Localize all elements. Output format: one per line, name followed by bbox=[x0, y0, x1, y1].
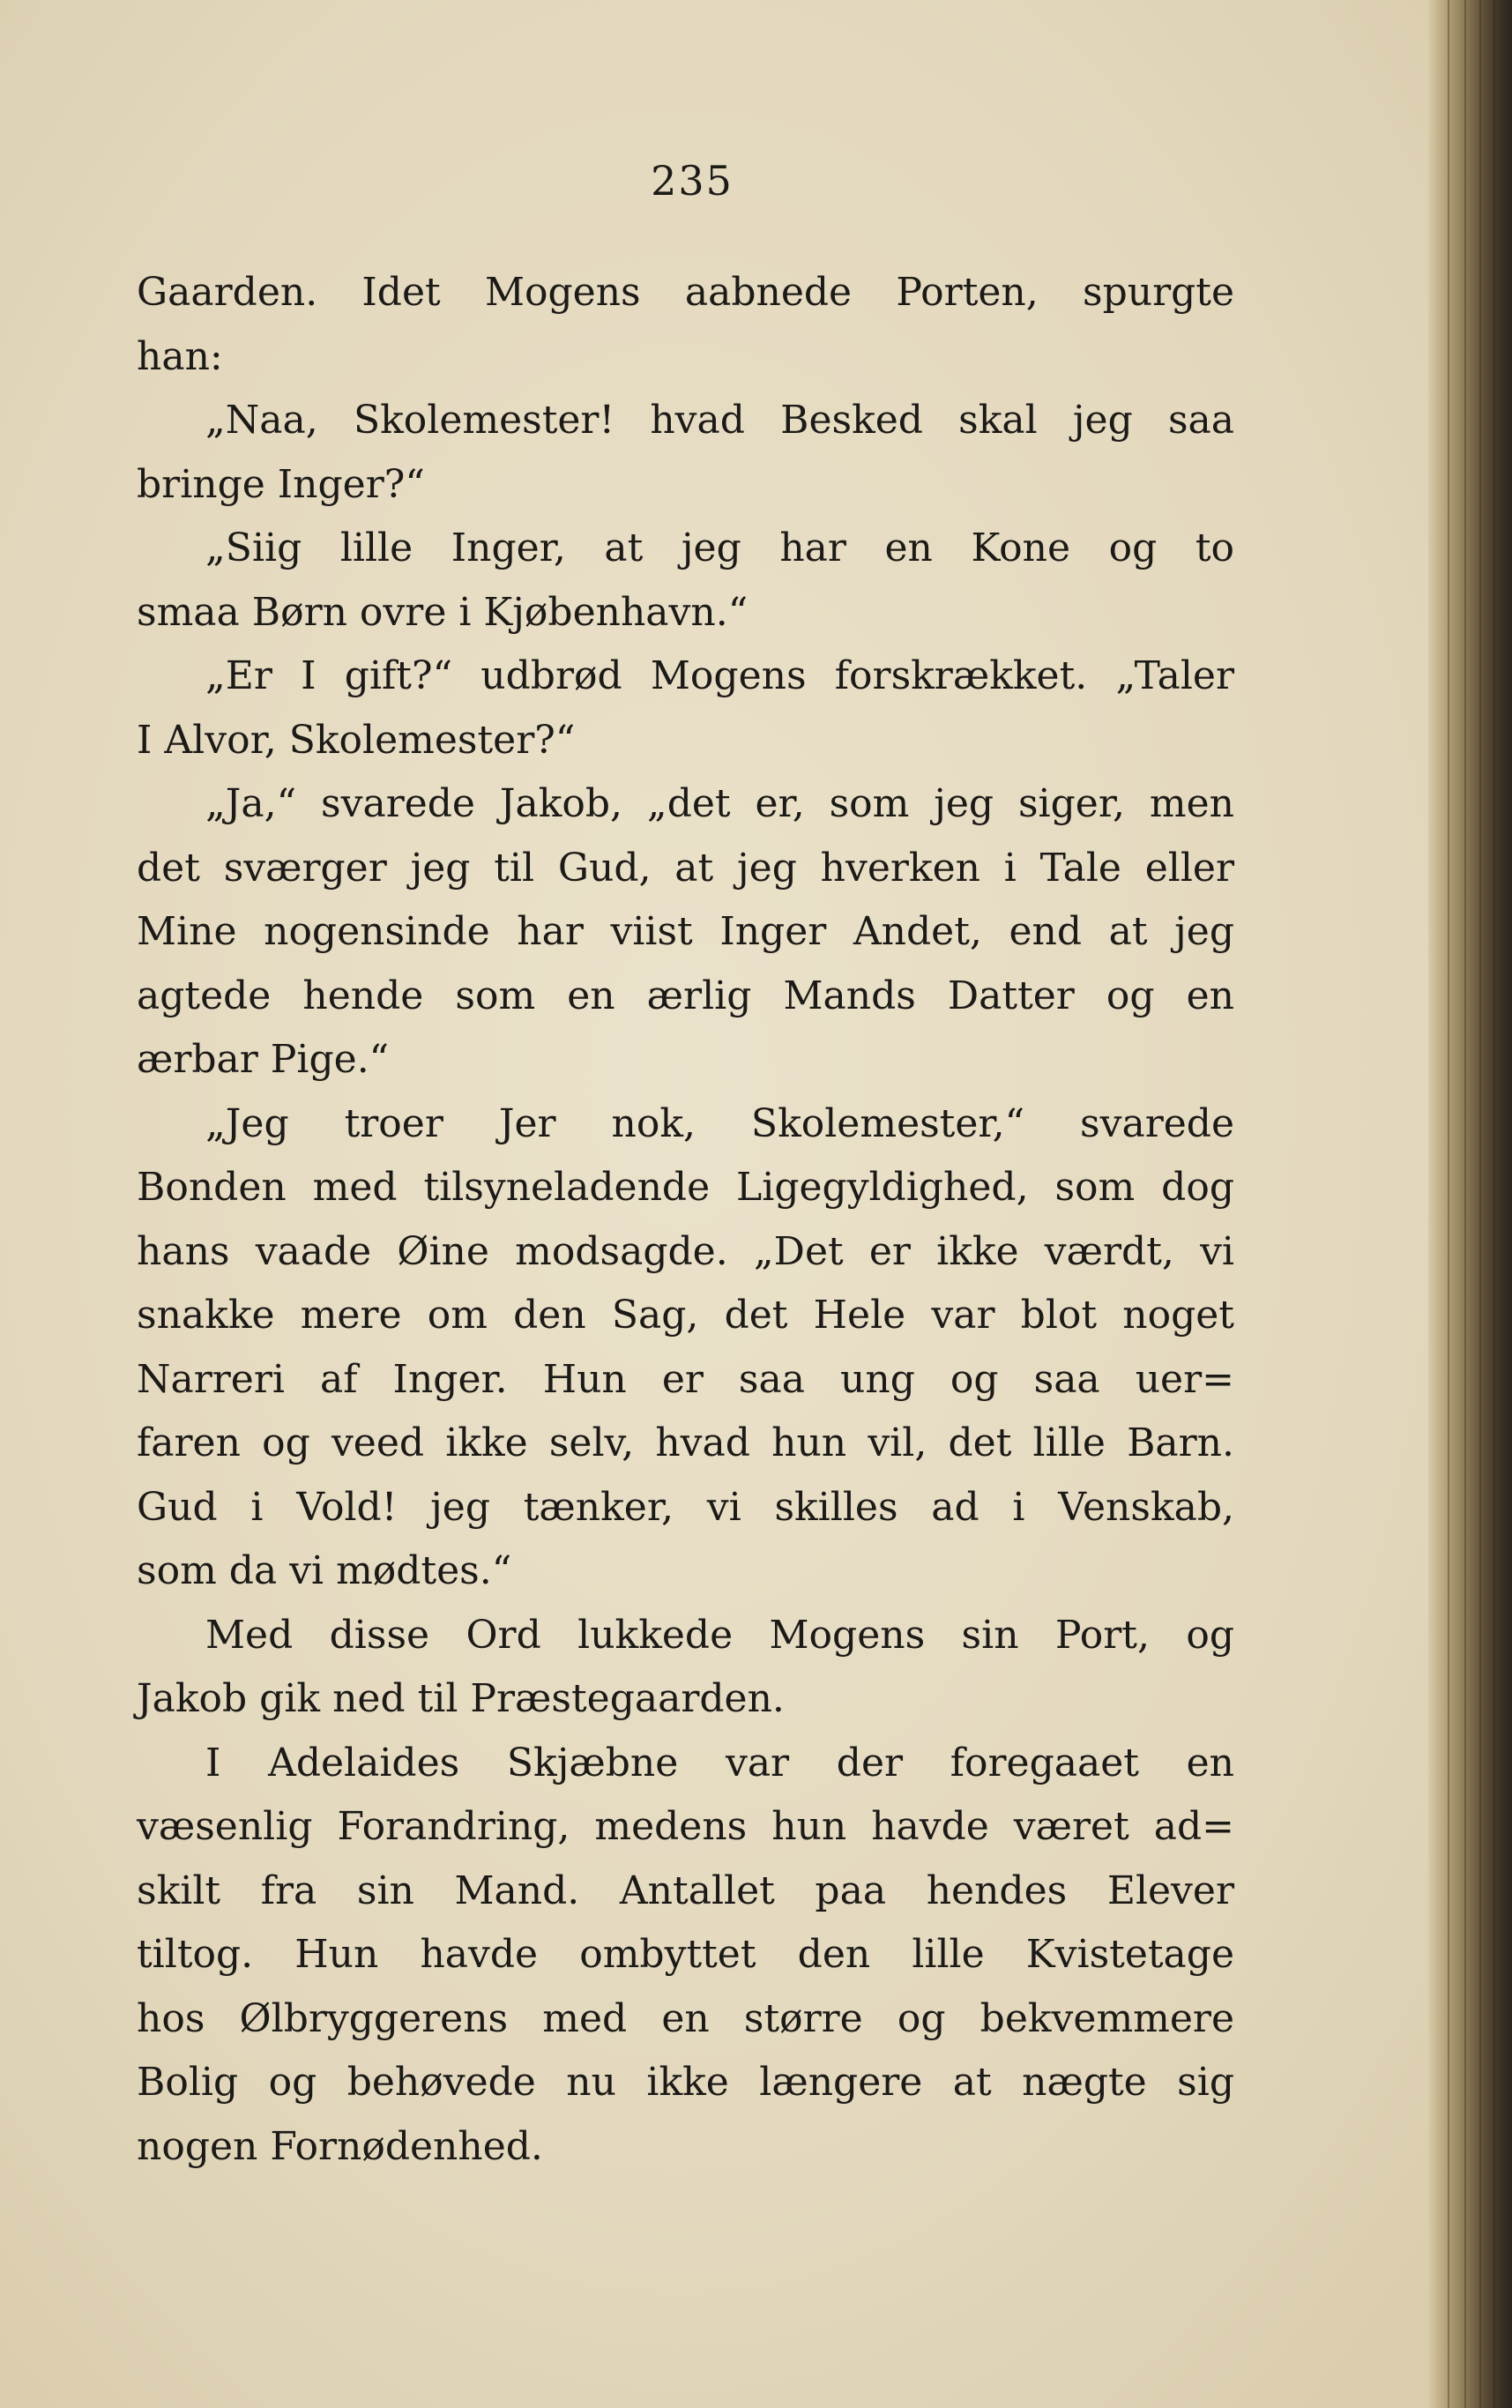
text-line: I Alvor, Skolemester?“ bbox=[137, 717, 576, 763]
text-line: „Siig lille Inger, at jeg har en Kone og to bbox=[205, 526, 1234, 570]
text-line: væsenlig Forandring, medens hun havde været ad= bbox=[137, 1804, 1234, 1849]
text-line: „Ja,“ svarede Jakob, „det er, som jeg siger, men bbox=[205, 781, 1234, 826]
page-number: 235 bbox=[651, 157, 734, 205]
text-line: Bolig og behøvede nu ikke længere at nægte sig bbox=[137, 2060, 1234, 2105]
text-line: „Naa, Skolemester! hvad Besked skal jeg saa bbox=[205, 398, 1234, 443]
text-line: som da vi mødtes.“ bbox=[137, 1548, 512, 1593]
text-line: faren og veed ikke selv, hvad hun vil, det lille Barn. bbox=[137, 1420, 1234, 1465]
text-line: nogen Fornødenhed. bbox=[137, 2123, 543, 2169]
text-line: Bonden med tilsyneladende Ligegyldighed, som dog bbox=[137, 1165, 1234, 1210]
text-line: Gud i Vold! jeg tænker, vi skilles ad i Venskab, bbox=[137, 1484, 1234, 1530]
text-line: Med disse Ord lukkede Mogens sin Port, og bbox=[205, 1612, 1234, 1658]
text-line: han: bbox=[137, 333, 223, 379]
text-line: Mine nogensinde har viist Inger Andet, end at jeg bbox=[137, 909, 1234, 954]
text-line: agtede hende som en ærlig Mands Datter og en bbox=[137, 973, 1234, 1018]
text-line: hos Ølbryggerens med en større og bekvemmere bbox=[137, 1995, 1234, 2041]
text-line: snakke mere om den Sag, det Hele var blot noget bbox=[137, 1293, 1234, 1338]
text-line: Narreri af Inger. Hun er saa ung og saa uer= bbox=[137, 1356, 1234, 1402]
body-text bbox=[137, 261, 1234, 2179]
text-line: „Jeg troer Jer nok, Skolemester,“ svarede bbox=[205, 1100, 1234, 1146]
text-line: Gaarden. Idet Mogens aabnede Porten, spurgte bbox=[137, 270, 1234, 315]
text-line: skilt fra sin Mand. Antallet paa hendes Elever bbox=[137, 1868, 1234, 1913]
text-line: ærbar Pige.“ bbox=[137, 1037, 390, 1082]
text-line: „Er I gift?“ udbrød Mogens forskrækket. „Taler bbox=[205, 653, 1234, 698]
text-line: det sværger jeg til Gud, at jeg hverken i Tale eller bbox=[137, 845, 1234, 891]
text-line: Jakob gik ned til Præstegaarden. bbox=[137, 1676, 785, 1721]
book-spine-edge bbox=[1428, 0, 1512, 2408]
text-line: smaa Børn ovre i Kjøbenhavn.“ bbox=[137, 589, 749, 635]
text-line: tiltog. Hun havde ombyttet den lille Kvistetage bbox=[137, 1932, 1234, 1977]
text-line: I Adelaides Skjæbne var der foregaaet en bbox=[205, 1740, 1234, 1785]
text-line: hans vaade Øine modsagde. „Det er ikke værdt, vi bbox=[137, 1228, 1234, 1274]
text-line: bringe Inger?“ bbox=[137, 461, 425, 507]
